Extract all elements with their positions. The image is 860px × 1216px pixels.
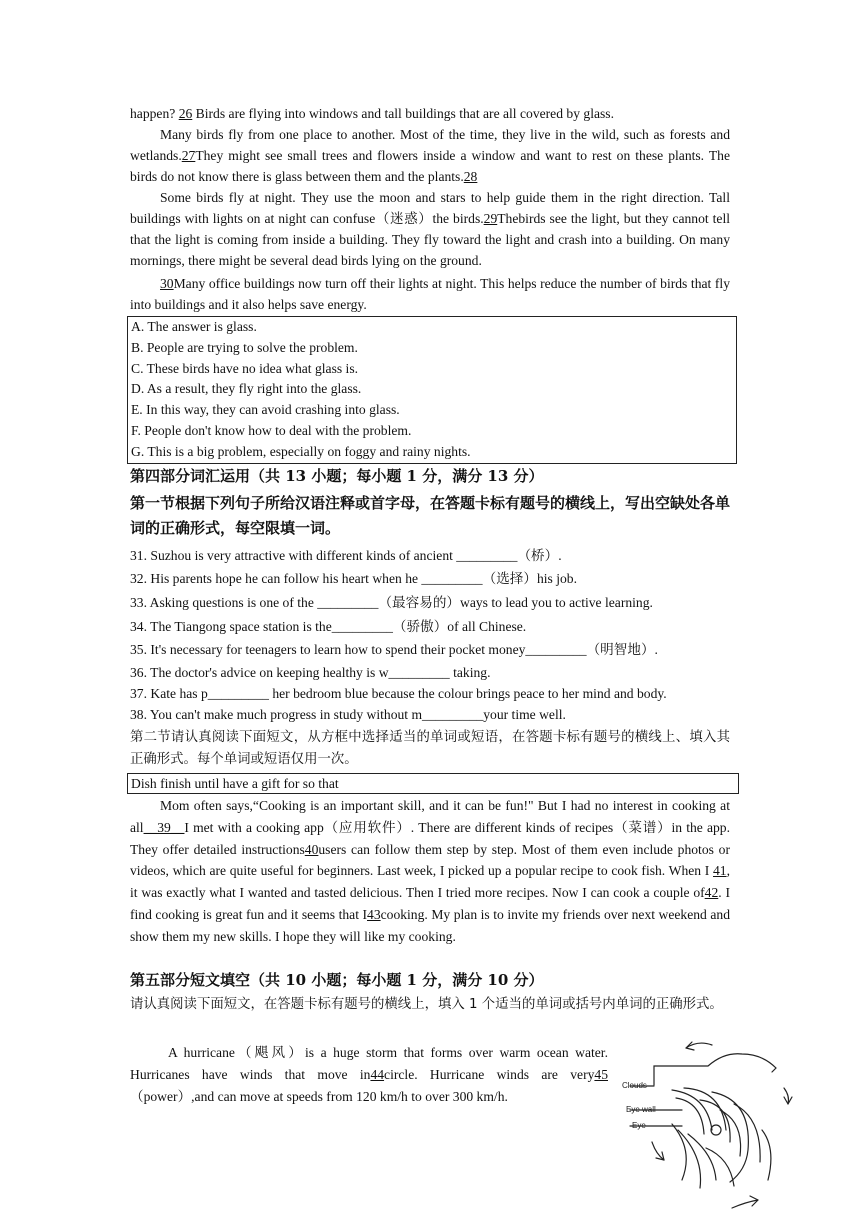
text: Some birds fly at night. They use the moon and stars to help guide them in the right direction. Tall buildings with lights on at night can confuse（迷惑）the birds. <box>130 190 730 226</box>
item-31: 31. Suzhou is very attractive with different kinds of ancient _________（桥）. <box>130 548 562 563</box>
eyewall-label: Eye wall <box>626 1105 656 1114</box>
blank-42: 42 <box>704 885 719 901</box>
item-37: 37. Kate has p_________ her bedroom blue because the colour brings peace to her mind and body. <box>130 686 667 701</box>
part4-title: 第四部分词汇运用（共 13 小题；每小题 1 分，满分 13 分） <box>130 467 544 485</box>
paragraph-4 <box>130 273 730 315</box>
text: A hurricane（飓风）is a huge storm that forms over warm ocean water. Hurricanes have winds that move in <box>130 1045 608 1082</box>
arrow-bottom-left <box>652 1142 664 1160</box>
text: cooking. My plan is to invite my friends over next weekend and show them my new skills. I hope they will like my cooking. <box>130 906 730 944</box>
cooking-passage <box>130 795 730 948</box>
paragraph-1 <box>130 103 730 124</box>
text: Thebirds see the light, but they cannot tell that the light is coming from inside a building. They fly toward the light and crash into a building. On many mornings, there might be several dead birds lying on the ground. <box>130 211 730 268</box>
item-38: 38. You can't make much progress in study without m_________your time well. <box>130 707 566 722</box>
text: , it was exactly what I wanted and tasted delicious. Then I tried more recipes. Now I can cook a couple of <box>130 863 730 901</box>
blank-29: 29 <box>483 211 498 226</box>
part4-section1-instructions: 第一节根据下列句子所给汉语注释或首字母，在答题卡标有题号的横线上，写出空缺处各单词的正确形式，每空限填一词。 <box>130 494 731 537</box>
part5-title: 第五部分短文填空（共 10 小题；每小题 1 分，满分 10 分） <box>130 971 544 989</box>
item-35: 35. It's necessary for teenagers to learn how to spend their pocket money_________（明智地）. <box>130 642 658 657</box>
clouds-label: Clouds <box>622 1081 647 1090</box>
options-box <box>127 316 737 464</box>
blank-26: 26 <box>178 106 193 121</box>
blank-44: 44 <box>370 1067 385 1082</box>
option-a: A. The answer is glass. <box>131 319 257 334</box>
option-d: D. As a result, they fly right into the glass. <box>131 381 362 397</box>
blank-43: 43 <box>367 906 381 922</box>
paragraph-3 <box>130 187 730 271</box>
option-e: E. In this way, they can avoid crashing into glass. <box>131 402 400 418</box>
blank-40: 40 <box>304 841 319 857</box>
part4-section2-instructions: 第二节请认真阅读下面短文，从方框中选择适当的单词或短语，在答题卡标有题号的横线上、填入其正确形式。每个单词或短语仅用一次。 <box>130 730 730 767</box>
text: Many birds fly from one place to another. Most of the time, they live in the wild, such as forests and wetlands. <box>130 127 730 163</box>
option-g: G. This is a big problem, especially on foggy and rainy nights. <box>131 443 471 459</box>
word-bank-box: Dish finish until have a gift for so that <box>127 773 739 794</box>
blank-27: 27 <box>181 148 196 163</box>
text: . I find cooking is great fun and it seems that I <box>130 885 730 922</box>
part5-instructions: 请认真阅读下面短文，在答题卡标有题号的横线上，填入 1 个适当的单词或括号内单词的正确形式。 <box>130 997 723 1012</box>
item-32: 32. His parents hope he can follow his heart when he _________（选择）his job. <box>130 571 578 586</box>
hurricane-passage <box>130 1042 608 1108</box>
blank-39: __39__ <box>143 819 185 835</box>
blank-45: 45 <box>594 1067 608 1082</box>
text: I met with a cooking app（应用软件）. There are different kinds of recipes（菜谱）in the app. They offer detailed instructions <box>130 819 730 857</box>
option-b: B. People are trying to solve the problem. <box>131 339 358 355</box>
blank-30: 30 <box>160 276 174 291</box>
text: users can follow them step by step. Most of them even include photos or videos, which are quite useful for beginners. Last week, I picked up a popular recipe to cook fish. When I <box>130 841 730 879</box>
item-36: 36. The doctor's advice on keeping healthy is w_________ taking. <box>130 665 491 680</box>
text: Mom often says,“Cooking is an important skill, and it can be fun!" But I had no interest in cooking at all <box>130 798 730 835</box>
text: They might see small trees and flowers inside a window and want to rest on these plants. The birds do not know there is glass between them and the plants. <box>130 148 730 184</box>
item-33: 33. Asking questions is one of the _________（最容易的）ways to lead you to active learning. <box>130 595 653 610</box>
paragraph-2 <box>130 124 730 187</box>
option-f: F. People don't know how to deal with the problem. <box>131 422 412 438</box>
text: （power）,and can move at speeds from 120 km/h to over 300 km/h. <box>130 1089 508 1104</box>
text: happen? <box>130 106 179 121</box>
text: Many office buildings now turn off their lights at night. This helps reduce the number of birds that fly into buildings and it also helps save energy. <box>130 276 730 312</box>
eye-label: Eye <box>632 1121 646 1130</box>
item-34: 34. The Tiangong space station is the_________（骄傲）of all Chinese. <box>130 619 527 634</box>
text: circle. Hurricane winds are very <box>384 1067 595 1082</box>
blank-41: 41 <box>713 863 727 879</box>
option-c: C. These birds have no idea what glass is. <box>131 360 359 376</box>
text: Birds are flying into windows and tall buildings that are all covered by glass. <box>192 106 614 121</box>
hurricane-diagram <box>612 1030 802 1210</box>
cloud-outline <box>654 1054 776 1085</box>
blank-28: 28 <box>463 169 478 184</box>
